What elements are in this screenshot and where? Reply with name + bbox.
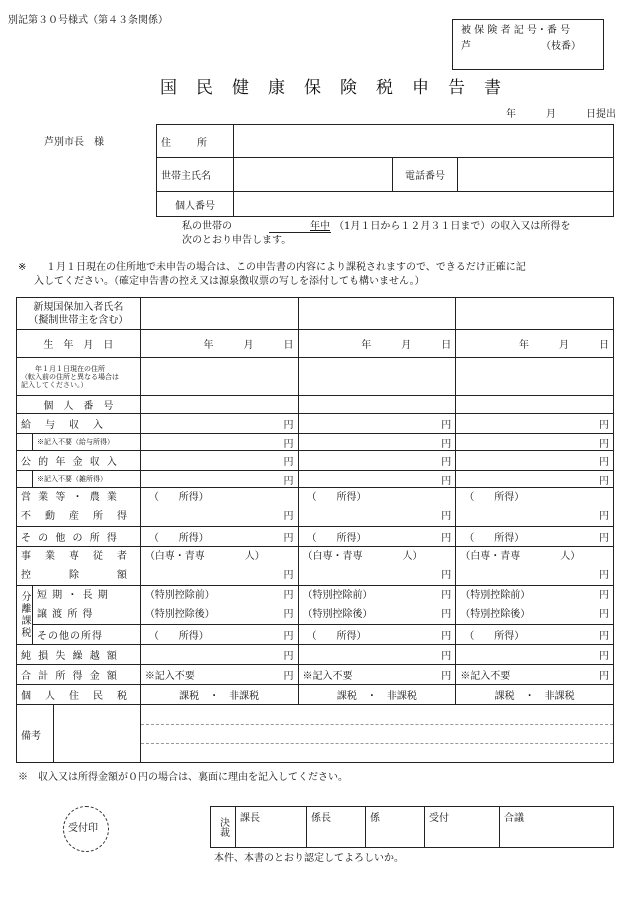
family-field[interactable] (298, 547, 456, 586)
other-type: （ 所得） (464, 533, 525, 544)
business-yen: 円 (599, 511, 609, 522)
misc-income-field[interactable]: 円 (140, 471, 298, 488)
approval-col[interactable]: 係 (366, 807, 425, 848)
row-birth-label: 生 年 月 日 (17, 330, 141, 358)
family-type: （白専・青専 人） (302, 551, 423, 562)
salary-field[interactable]: 円 (140, 414, 298, 434)
row-family-label (17, 547, 141, 586)
sep-before-yen: 円 (283, 590, 294, 601)
receipt-stamp-label: 受付印 (68, 823, 98, 834)
sep-before-label: （特別控除前） (302, 590, 373, 601)
loss-field[interactable]: 円 (456, 645, 614, 665)
personal-number-field[interactable] (234, 192, 614, 217)
address-field[interactable] (298, 358, 456, 396)
row-separate-transfer-label-2: 譲 渡 所 得 (37, 609, 94, 620)
total-note: ※記入不要 (460, 671, 511, 682)
row-business-label-1: 営 業 等 ・ 農 業 (21, 492, 119, 503)
other-field[interactable] (298, 527, 456, 547)
salary-income-field[interactable]: 円 (298, 434, 456, 451)
resident-tax-choice[interactable]: 課税 ・ 非課税 (140, 685, 298, 705)
approval-table (210, 806, 614, 848)
other-field[interactable] (140, 527, 298, 547)
total-note: ※記入不要 (144, 671, 195, 682)
family-type: （白専・青専 人） (144, 551, 265, 562)
footnote: ※ 収入又は所得金額が０円の場合は、裏面に理由を記入してください。 (18, 772, 348, 783)
other-field[interactable] (456, 527, 614, 547)
receipt-stamp-circle (63, 806, 109, 852)
approval-label: 決裁 (217, 817, 229, 837)
total-yen: 円 (599, 671, 609, 682)
other-yen: 円 (283, 533, 294, 544)
notice-line-1: １月１日現在の住所地で未申告の場合は、この申告書の内容により課税されますので、できるだけ正確に記 (46, 262, 526, 273)
resident-tax-choice[interactable]: 課税 ・ 非課税 (298, 685, 456, 705)
business-type: （ 所得） (148, 492, 209, 503)
row-address-label-2: （転入前の住所と異なる場合は (21, 372, 119, 381)
other-type: （ 所得） (306, 533, 367, 544)
sep-after-label: （特別控除後） (460, 609, 531, 620)
row-salary-label: 給 与 収 入 (17, 414, 141, 434)
row-loss-label: 純 損 失 繰 越 額 (17, 645, 141, 665)
row-address-label-3: 記入してください。） (21, 380, 88, 389)
other-yen: 円 (599, 533, 609, 544)
sep-other-type: （ 所得） (148, 631, 209, 642)
declaration-text-1: 私の世帯の (182, 221, 232, 232)
loss-field[interactable]: 円 (298, 645, 456, 665)
sep-before (299, 586, 456, 605)
applicant-table (156, 124, 614, 217)
name-field[interactable] (140, 298, 298, 330)
resident-tax-choice[interactable]: 課税 ・ 非課税 (456, 685, 614, 705)
row-address-label-1: 年１月１日現在の住所 (35, 364, 105, 373)
misc-income-field[interactable]: 円 (298, 471, 456, 488)
pension-field[interactable]: 円 (298, 451, 456, 471)
phone-label: 電話番号 (393, 158, 458, 192)
phone-field[interactable] (458, 158, 614, 192)
page-title: 国 民 健 康 保 険 税 申 告 書 (160, 78, 502, 98)
birth-field[interactable]: 年 月 日 (140, 330, 298, 358)
separate-transfer-field[interactable] (298, 586, 456, 625)
approval-note: 本件、本書のとおり認定してよろしいか。 (214, 853, 404, 864)
row-separate-label: 分離課税 (17, 586, 33, 645)
sep-before-label: （特別控除前） (460, 590, 531, 601)
pno-field[interactable] (140, 396, 298, 414)
row-business-label-2: 不 動 産 所 得 (21, 511, 129, 522)
total-yen: 円 (441, 671, 452, 682)
insured-number-label: 被 保 険 者 記 号・番 号 (461, 25, 571, 36)
address-field[interactable] (140, 358, 298, 396)
salary-income-field[interactable]: 円 (456, 434, 614, 451)
family-yen: 円 (283, 570, 294, 581)
total-yen: 円 (283, 671, 294, 682)
row-separate-transfer-label (33, 586, 141, 625)
business-field[interactable] (298, 488, 456, 527)
notice-line-2: 入してください。（確定申告書の控え又は源泉徴収票の写しを添付しても構いません。） (34, 276, 425, 287)
address-label: 住 所 (157, 125, 234, 158)
pension-field[interactable]: 円 (140, 451, 298, 471)
pno-field[interactable] (456, 396, 614, 414)
declaration-text-3: 次のとおり申告します。 (182, 235, 292, 246)
row-separate-other-label: その他の所得 (33, 625, 141, 645)
sep-after (141, 605, 298, 624)
sep-before-label: （特別控除前） (144, 590, 215, 601)
insured-prefix: 芦 (461, 41, 471, 52)
approval-label-cell (211, 807, 236, 848)
business-yen: 円 (441, 511, 452, 522)
business-field[interactable] (140, 488, 298, 527)
sep-after-yen: 円 (599, 609, 609, 620)
form-id: 別記第３０号様式（第４３条関係） (8, 15, 168, 26)
head-name-field[interactable] (234, 158, 393, 192)
sep-after-yen: 円 (441, 609, 452, 620)
sep-before (456, 586, 613, 605)
sep-before-yen: 円 (441, 590, 452, 601)
row-total-label: 合 計 所 得 金 額 (17, 665, 141, 685)
pension-field[interactable]: 円 (456, 451, 614, 471)
family-yen: 円 (599, 570, 609, 581)
income-table (16, 297, 614, 763)
sep-after (299, 605, 456, 624)
salary-income-field[interactable]: 円 (140, 434, 298, 451)
family-type: （白専・青専 人） (460, 551, 581, 562)
total-field[interactable] (456, 665, 614, 685)
sep-after (456, 605, 613, 624)
remarks-label: 備考 (21, 731, 41, 742)
row-family-label-1: 事 業 専 従 者 (21, 551, 129, 562)
address-field[interactable] (234, 125, 614, 158)
row-pension-note: ※記入不要（雑所得） (33, 471, 141, 488)
row-address-label (17, 358, 141, 396)
remarks-label-cell (17, 705, 141, 763)
remarks-rule (141, 724, 613, 725)
row-name-label-1: 新規国保加入者氏名 (33, 301, 124, 313)
row-resident-tax-label: 個 人 住 民 税 (17, 685, 141, 705)
notice-mark: ※ (18, 262, 27, 273)
approval-col[interactable]: 課長 (236, 807, 307, 848)
total-field[interactable] (140, 665, 298, 685)
sep-other-yen: 円 (441, 631, 452, 642)
salary-field[interactable]: 円 (456, 414, 614, 434)
birth-field[interactable]: 年 月 日 (456, 330, 614, 358)
row-name-label-2: （擬制世帯主を含む） (28, 314, 129, 326)
remarks-field[interactable] (140, 705, 613, 763)
row-separate-transfer-label-1: 短 期 ・ 長 期 (37, 590, 109, 601)
sep-other-yen: 円 (599, 631, 609, 642)
other-yen: 円 (441, 533, 452, 544)
row-salary-note: ※記入不要（給与所得） (33, 434, 141, 451)
addressee: 芦別市長 様 (44, 137, 104, 148)
submit-date: 年 月 日提出 (506, 109, 616, 120)
family-field[interactable] (140, 547, 298, 586)
other-type: （ 所得） (148, 533, 209, 544)
separate-other-field[interactable] (140, 625, 298, 645)
separate-transfer-field[interactable] (140, 586, 298, 625)
sep-before (141, 586, 298, 605)
row-pno-label: 個 人 番 号 (17, 396, 141, 414)
sep-after-yen: 円 (283, 609, 294, 620)
separate-transfer-field[interactable] (456, 586, 614, 625)
misc-income-field[interactable]: 円 (456, 471, 614, 488)
address-field[interactable] (456, 358, 614, 396)
salary-field[interactable]: 円 (298, 414, 456, 434)
business-type: （ 所得） (464, 492, 525, 503)
remarks-divider (53, 705, 54, 762)
head-name-label: 世帯主氏名 (157, 158, 234, 192)
approval-col[interactable]: 受付 (425, 807, 500, 848)
family-yen: 円 (441, 570, 452, 581)
sep-other-type: （ 所得） (306, 631, 367, 642)
row-family-label-2: 控 除 額 (21, 570, 129, 581)
row-name-label (17, 298, 141, 330)
birth-field[interactable]: 年 月 日 (298, 330, 456, 358)
business-field[interactable] (456, 488, 614, 527)
insured-number-box (452, 19, 604, 70)
sep-after-label: （特別控除後） (144, 609, 215, 620)
personal-number-label: 個人番号 (157, 192, 234, 217)
declaration-year: 年中 (310, 221, 330, 232)
business-type: （ 所得） (306, 492, 367, 503)
approval-col[interactable]: 係長 (307, 807, 366, 848)
separate-other-field[interactable] (456, 625, 614, 645)
family-field[interactable] (456, 547, 614, 586)
name-field[interactable] (298, 298, 456, 330)
name-field[interactable] (456, 298, 614, 330)
total-note: ※記入不要 (302, 671, 353, 682)
pno-field[interactable] (298, 396, 456, 414)
row-business-label (17, 488, 141, 527)
sep-other-type: （ 所得） (464, 631, 525, 642)
sep-after-label: （特別控除後） (302, 609, 373, 620)
row-pension-label: 公 的 年 金 収 入 (17, 451, 141, 471)
total-field[interactable] (298, 665, 456, 685)
declaration-text-2: （1月１日から１２月３１日まで）の収入又は所得を (334, 221, 571, 232)
business-yen: 円 (283, 511, 294, 522)
separate-other-field[interactable] (298, 625, 456, 645)
remarks-rule (141, 743, 613, 744)
approval-col[interactable]: 合議 (500, 807, 614, 848)
sep-other-yen: 円 (283, 631, 294, 642)
sep-before-yen: 円 (599, 590, 609, 601)
loss-field[interactable]: 円 (140, 645, 298, 665)
insured-branch: （枝番） (541, 41, 581, 52)
row-other-label: そ の 他 の 所 得 (17, 527, 141, 547)
